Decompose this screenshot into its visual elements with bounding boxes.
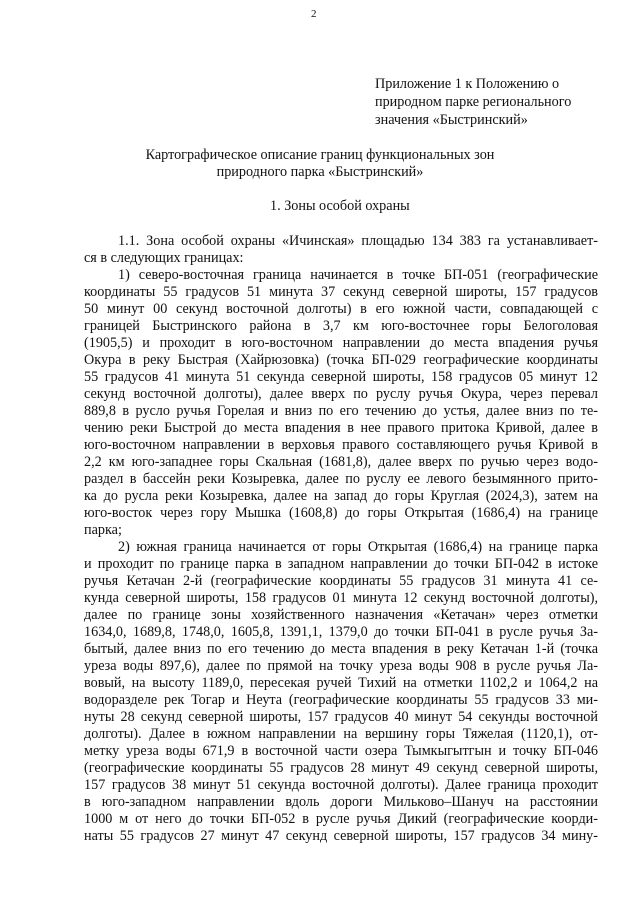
- body-line: 1000 м от него до точки БП-052 в русле ручья Дикий (географические коорди-: [84, 811, 598, 827]
- body-line: наты 55 градусов 27 минут 47 секунд северной широты, 157 градусов 34 мину-: [84, 828, 598, 844]
- body-line: 2,2 км юго-западнее горы Скальная (1681,8), далее вверх по ручью через водо-: [84, 454, 598, 470]
- body-line: координаты 55 градусов 51 минута 37 секунд северной широты, 157 градусов: [84, 284, 598, 300]
- body-line: юго-восток через гору Мышка (1608,8) до горы Открытая (1686,4) на границе: [84, 505, 598, 521]
- body-line: ся в следующих границах:: [84, 250, 244, 266]
- appendix-line-2: природном парке регионального: [375, 94, 572, 110]
- body-line: 55 градусов 41 минута 51 секунда северной широты, 158 градусов 05 минут 12: [84, 369, 598, 385]
- body-line: Окура в реку Быстрая (Хайрюзовка) (точка БП-029 географические координаты: [84, 352, 598, 368]
- body-line: далее по границе зоны хозяйственного назначения «Кетачан» через отметки: [84, 607, 598, 623]
- body-line: ка до русла реки Козыревка, далее на запад до горы Круглая (2024,3), затем на: [84, 488, 598, 504]
- body-line: (1905,5) и проходит в юго-восточном направлении до места впадения ручья: [84, 335, 598, 351]
- title-line-2: природного парка «Быстринский»: [216, 164, 424, 180]
- title-line-1: Картографическое описание границ функциональных зон: [145, 147, 495, 163]
- body-line: парка;: [84, 522, 122, 538]
- body-line: вовый, на высоту 1189,0, пересекая ручей Тихий на отметки 1102,2 и 1064,2 на: [84, 675, 598, 691]
- body-line: уреза воды 897,6), далее по прямой на точку уреза воды 908 в русле ручья Ла-: [84, 658, 598, 674]
- body-line: нуты 28 секунд северной широты, 157 градусов 40 минут 54 секунды восточной: [84, 709, 598, 725]
- body-line: бытый, далее вниз по его течению до места впадения в реку Кетачан 1-й (точка: [84, 641, 598, 657]
- appendix-line-1: Приложение 1 к Положению о: [375, 76, 560, 92]
- body-line: ручья Кетачан 2-й (географические координаты 55 градусов 31 минута 41 се-: [84, 573, 598, 589]
- body-line: чению реки Быстрой до места впадения в нее правого притока Кривой, далее в: [84, 420, 598, 436]
- page-number: 2: [311, 8, 317, 20]
- body-line: 1.1. Зона особой охраны «Ичинская» площадью 134 383 га устанавливает-: [118, 233, 598, 249]
- section-heading: 1. Зоны особой охраны: [270, 198, 410, 214]
- body-line: (географические координаты 55 градусов 28 минут 49 секунд северной широты,: [84, 760, 598, 776]
- body-line: границей Быстринского района в 3,7 км юго-восточнее горы Белоголовая: [84, 318, 598, 334]
- body-line: и проходит по границе парка в западном направлении до точки БП-042 в истоке: [84, 556, 598, 572]
- body-line: метку уреза воды 671,9 в восточной части озера Тымкыгытгын и точку БП-046: [84, 743, 598, 759]
- body-line: юго-восточном направлении в верховья правого составляющего ручья Кривой в: [84, 437, 598, 453]
- body-line: раздел в бассейн реки Козыревка, далее по руслу ее левого безымянного прито-: [84, 471, 598, 487]
- body-line: долготы). Далее в южном направлении на вершину горы Тяжелая (1120,1), от-: [84, 726, 598, 742]
- appendix-line-3: значения «Быстринский»: [375, 112, 528, 128]
- body-line: 889,8 в русло ручья Горелая и вниз по его течению до устья, далее вниз по те-: [84, 403, 598, 419]
- body-line: кунда северной широты, 158 градусов 01 минута 12 секунд восточной долготы),: [84, 590, 598, 606]
- body-line: водоразделе рек Тогар и Неута (географические координаты 55 градусов 33 ми-: [84, 692, 598, 708]
- body-line: 2) южная граница начинается от горы Открытая (1686,4) на границе парка: [118, 539, 598, 555]
- body-line: секунд восточной долготы), далее вверх по руслу ручья Окура, через перевал: [84, 386, 598, 402]
- body-line: 157 градусов 38 минут 51 секунда восточной долготы). Далее граница проходит: [84, 777, 598, 793]
- body-line: 1) северо-восточная граница начинается в точке БП-051 (географические: [118, 267, 598, 283]
- body-line: 1634,0, 1689,8, 1748,0, 1605,8, 1391,1, 1379,0 до точки БП-041 в русле ручья За-: [84, 624, 598, 640]
- body-line: в юго-западном направлении вдоль дороги Мильково–Шануч на расстоянии: [84, 794, 598, 810]
- body-line: 50 минут 00 секунд восточной долготы) в его южной части, совпадающей с: [84, 301, 598, 317]
